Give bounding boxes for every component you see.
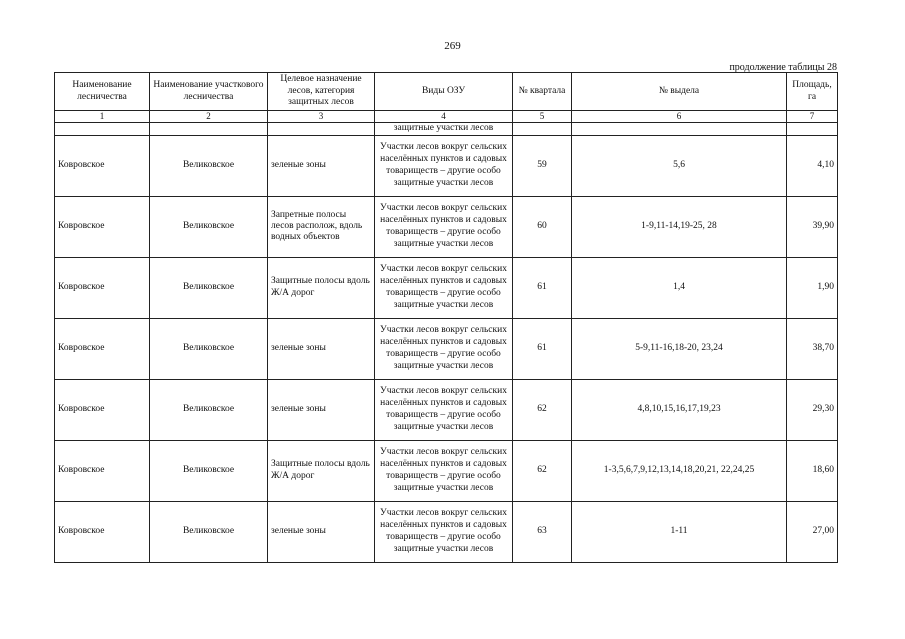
table-row [55, 379, 838, 440]
district-cell: Великовское [150, 196, 268, 257]
quarter-cell: 61 [513, 257, 572, 318]
sections-cell: 1,4 [572, 257, 787, 318]
purpose-cell: Защитные полосы вдоль Ж/А дорог [268, 440, 375, 501]
header-row [55, 73, 838, 111]
column-number-row [55, 111, 838, 123]
quarter-cell: 59 [513, 135, 572, 196]
header-ozu: Виды ОЗУ [375, 73, 513, 111]
ozu-cell: защитные участки лесов [375, 122, 513, 135]
sections-cell: 5,6 [572, 135, 787, 196]
continued-row [55, 122, 838, 135]
purpose-cell: зеленые зоны [268, 318, 375, 379]
ozu-cell: Участки лесов вокруг сельских населённых пунктов и садовых товариществ – другие особо защитные участки лесов [375, 440, 513, 501]
column-number: 6 [572, 111, 787, 123]
sections-cell: 1-9,11-14,19-25, 28 [572, 196, 787, 257]
table-cell [268, 122, 375, 135]
district-cell: Великовское [150, 379, 268, 440]
quarter-cell: 62 [513, 379, 572, 440]
area-cell: 27,00 [787, 501, 838, 562]
table-continuation-label: продолжение таблицы 28 [729, 62, 837, 73]
table-cell [513, 122, 572, 135]
forestry-cell: Ковровское [55, 196, 150, 257]
area-cell: 29,30 [787, 379, 838, 440]
table-row [55, 196, 838, 257]
forestry-cell: Ковровское [55, 135, 150, 196]
header-district: Наименование участкового лесничества [150, 73, 268, 111]
ozu-cell: Участки лесов вокруг сельских населённых пунктов и садовых товариществ – другие особо защитные участки лесов [375, 379, 513, 440]
column-number: 2 [150, 111, 268, 123]
ozu-cell: Участки лесов вокруг сельских населённых пунктов и садовых товариществ – другие особо защитные участки лесов [375, 135, 513, 196]
ozu-cell: Участки лесов вокруг сельских населённых пунктов и садовых товариществ – другие особо защитные участки лесов [375, 501, 513, 562]
area-cell: 1,90 [787, 257, 838, 318]
forest-areas-table [54, 72, 838, 563]
header-forestry: Наименование лесничества [55, 73, 150, 111]
table-row [55, 257, 838, 318]
column-number: 7 [787, 111, 838, 123]
forestry-cell: Ковровское [55, 440, 150, 501]
district-cell: Великовское [150, 501, 268, 562]
district-cell: Великовское [150, 318, 268, 379]
header-sections: № выдела [572, 73, 787, 111]
column-number: 3 [268, 111, 375, 123]
table-row [55, 318, 838, 379]
purpose-cell: зеленые зоны [268, 135, 375, 196]
ozu-cell: Участки лесов вокруг сельских населённых пунктов и садовых товариществ – другие особо защитные участки лесов [375, 318, 513, 379]
quarter-cell: 63 [513, 501, 572, 562]
district-cell: Великовское [150, 440, 268, 501]
page-number: 269 [444, 40, 461, 52]
forestry-cell: Ковровское [55, 318, 150, 379]
quarter-cell: 62 [513, 440, 572, 501]
ozu-cell: Участки лесов вокруг сельских населённых пунктов и садовых товариществ – другие особо защитные участки лесов [375, 196, 513, 257]
column-number: 1 [55, 111, 150, 123]
sections-cell: 5-9,11-16,18-20, 23,24 [572, 318, 787, 379]
sections-cell: 1-3,5,6,7,9,12,13,14,18,20,21, 22,24,25 [572, 440, 787, 501]
quarter-cell: 60 [513, 196, 572, 257]
column-number: 5 [513, 111, 572, 123]
forestry-cell: Ковровское [55, 257, 150, 318]
quarter-cell: 61 [513, 318, 572, 379]
forestry-cell: Ковровское [55, 379, 150, 440]
purpose-cell: зеленые зоны [268, 379, 375, 440]
table-row [55, 501, 838, 562]
district-cell: Великовское [150, 135, 268, 196]
table-row [55, 135, 838, 196]
header-quarter: № квартала [513, 73, 572, 111]
table-cell [572, 122, 787, 135]
ozu-cell: Участки лесов вокруг сельских населённых пунктов и садовых товариществ – другие особо защитные участки лесов [375, 257, 513, 318]
area-cell: 18,60 [787, 440, 838, 501]
district-cell: Великовское [150, 257, 268, 318]
table-cell [787, 122, 838, 135]
purpose-cell: зеленые зоны [268, 501, 375, 562]
purpose-cell: Запретные полосы лесов располож, вдоль водных объектов [268, 196, 375, 257]
table-row [55, 440, 838, 501]
sections-cell: 1-11 [572, 501, 787, 562]
header-purpose: Целевое назначение лесов, категория защитных лесов [268, 73, 375, 111]
purpose-cell: Защитные полосы вдоль Ж/А дорог [268, 257, 375, 318]
area-cell: 39,90 [787, 196, 838, 257]
header-area: Площадь, га [787, 73, 838, 111]
forestry-cell: Ковровское [55, 501, 150, 562]
column-number: 4 [375, 111, 513, 123]
area-cell: 38,70 [787, 318, 838, 379]
table-cell [150, 122, 268, 135]
table-cell [55, 122, 150, 135]
sections-cell: 4,8,10,15,16,17,19,23 [572, 379, 787, 440]
area-cell: 4,10 [787, 135, 838, 196]
